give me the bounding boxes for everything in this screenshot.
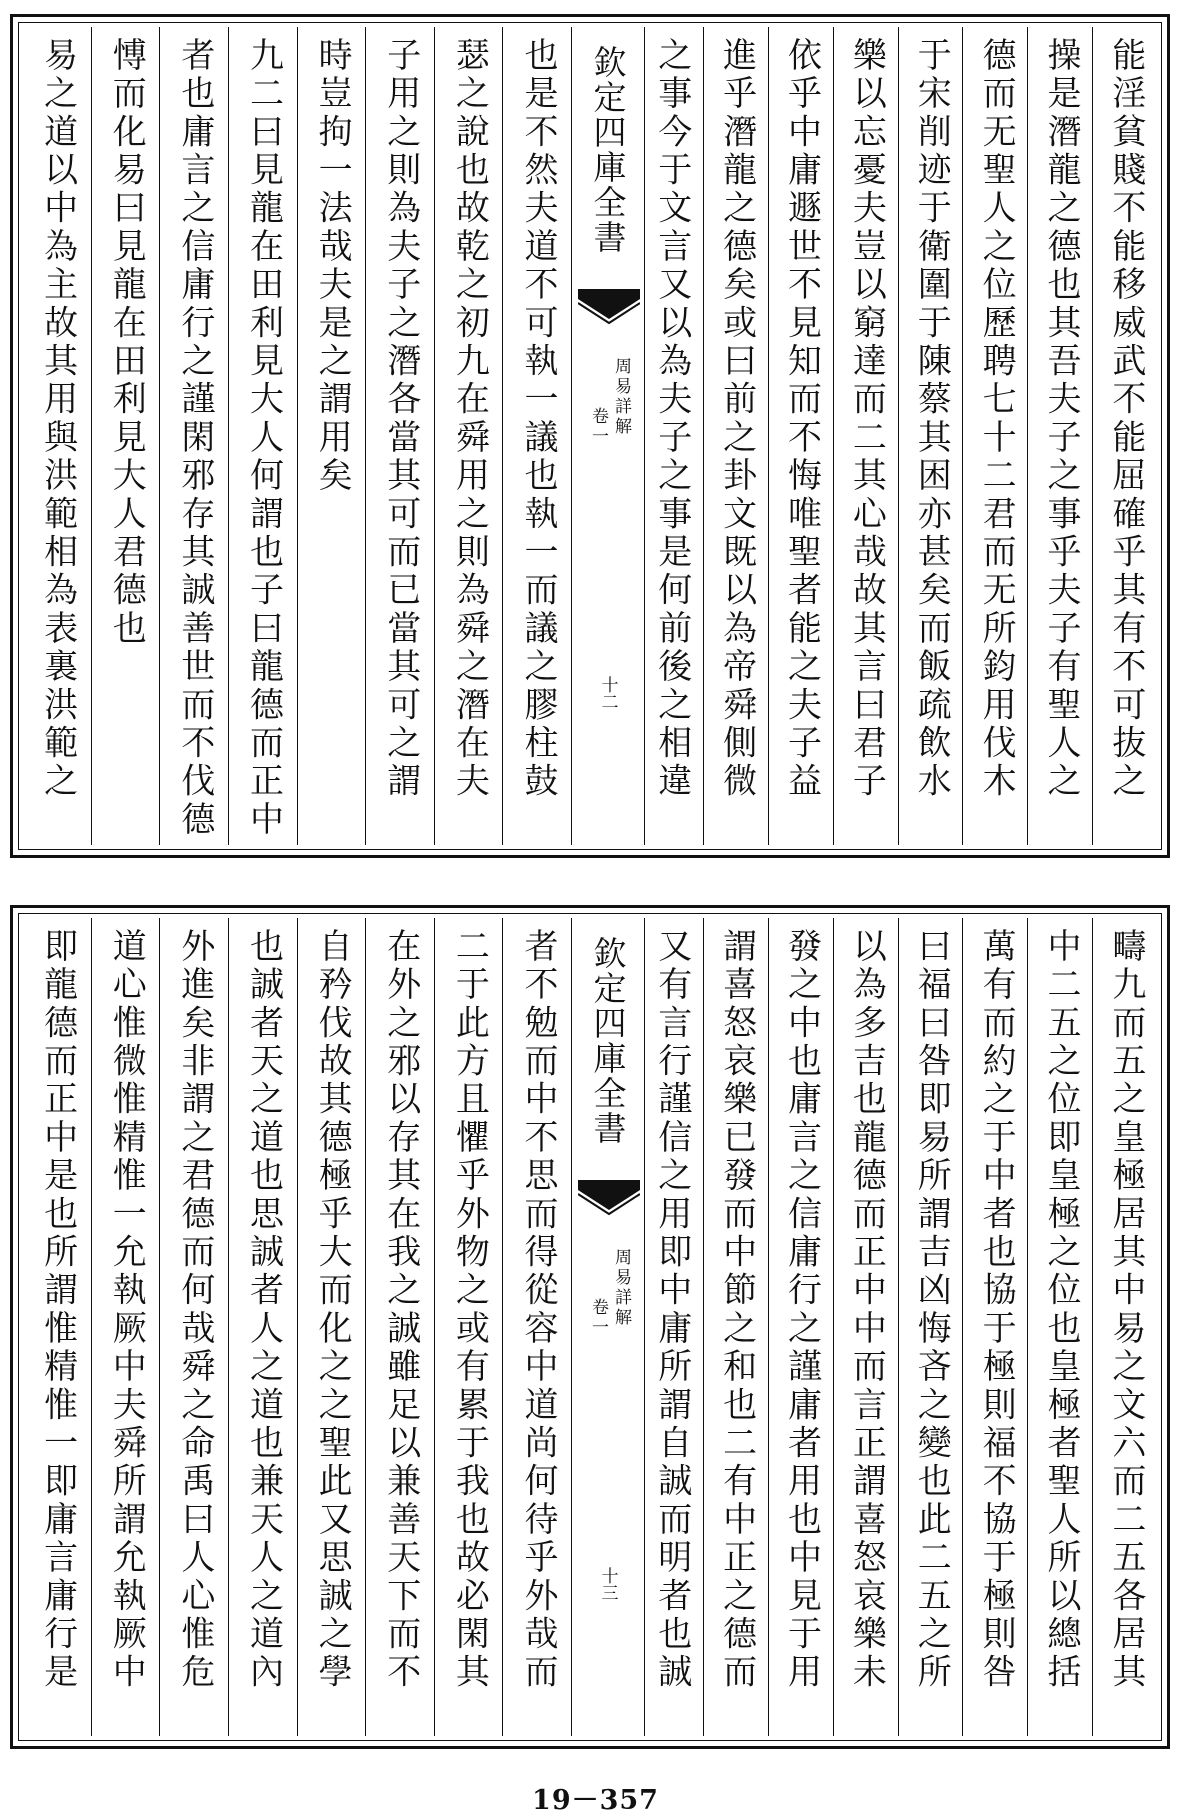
- column-text: 也是不然夫道不可執一議也執一而議之膠柱鼓: [518, 37, 559, 801]
- text-column: [1092, 27, 1157, 845]
- text-column: [365, 918, 434, 1736]
- page-number: 19－357: [532, 1785, 659, 1816]
- text-column: [1027, 27, 1092, 845]
- text-column: [1027, 918, 1092, 1736]
- text-column: [159, 918, 228, 1736]
- text-column: [434, 27, 503, 845]
- right-half-bottom: [639, 918, 1157, 1736]
- column-text: 又有言行謹信之用即中庸所謂自誠而明者也誠: [651, 928, 692, 1692]
- column-text: 外進矣非謂之君德而何哉舜之命禹曰人心惟危: [174, 928, 215, 1692]
- left-half-bottom: [23, 918, 571, 1736]
- column-text: 中二五之位即皇極之位也皇極者聖人所以總括: [1041, 928, 1082, 1692]
- left-half-top: [23, 27, 571, 845]
- text-column: [1092, 918, 1157, 1736]
- column-text: 德而无聖人之位歷聘七十二君而无所鈞用伐木: [976, 37, 1017, 801]
- text-column: [768, 918, 833, 1736]
- text-column: [639, 918, 703, 1736]
- column-text: 之事今于文言又以為夫子之事是何前後之相違: [651, 37, 692, 801]
- page-bottom: [10, 905, 1170, 1749]
- column-text: 在外之邪以存其在我之誠雖足以兼善天下而不: [380, 928, 421, 1692]
- text-column: [898, 27, 963, 845]
- column-text: 子用之則為夫子之潛各當其可而已當其可之謂: [380, 37, 421, 801]
- column-text: 者不勉而中不思而得從容中道尚何待乎外哉而: [518, 928, 559, 1692]
- text-column: [228, 918, 297, 1736]
- text-column: [159, 27, 228, 845]
- text-column: [297, 918, 366, 1736]
- center-fold: [571, 918, 645, 1736]
- text-column: [297, 27, 366, 845]
- column-text: 以為多吉也龍德而正中中而言正謂喜怒哀樂未: [846, 928, 887, 1692]
- column-text: 疇九而五之皇極居其中易之文六而二五各居其: [1105, 928, 1146, 1692]
- column-text: 樂以忘憂夫豈以窮達而二其心哉故其言曰君子: [846, 37, 887, 801]
- colophon-title: 欽定四庫全書: [588, 936, 628, 1146]
- book-title: 周易詳解: [611, 357, 631, 437]
- text-column: [91, 27, 160, 845]
- book-title: 周易詳解: [611, 1248, 631, 1328]
- column-text: 進乎潛龍之德矣或曰前之卦文既以為帝舜側微: [716, 37, 757, 801]
- column-text: 愽而化易曰見龍在田利見大人君德也: [106, 37, 147, 649]
- text-column: [962, 918, 1027, 1736]
- text-column: [23, 918, 91, 1736]
- text-column: [23, 27, 91, 845]
- column-text: 者也庸言之信庸行之謹閑邪存其誠善世而不伐德: [174, 37, 215, 840]
- text-column: [703, 27, 768, 845]
- text-column: [91, 918, 160, 1736]
- text-column: [228, 27, 297, 845]
- colophon-title: 欽定四庫全書: [588, 45, 628, 255]
- column-text: 九二曰見龍在田利見大人何謂也子曰龍德而正中: [243, 37, 284, 840]
- column-text: 時豈拘一法哉夫是之謂用矣: [312, 37, 353, 496]
- folio-number: 十二: [597, 676, 618, 710]
- center-fold: [571, 27, 645, 845]
- column-text: 謂喜怒哀樂已發而中節之和也二有中正之德而: [716, 928, 757, 1692]
- text-column: [502, 27, 571, 845]
- juan-label: 卷一: [588, 407, 608, 447]
- text-column: [833, 27, 898, 845]
- column-text: 易之道以中為主故其用與洪範相為表裏洪範之: [37, 37, 78, 801]
- folio-number: 十三: [597, 1567, 618, 1601]
- column-text: 能淫貧賤不能移威武不能屈確乎其有不可抜之: [1105, 37, 1146, 801]
- column-text: 依乎中庸遯世不見知而不悔唯聖者能之夫子益: [781, 37, 822, 801]
- text-column: [703, 918, 768, 1736]
- text-column: [962, 27, 1027, 845]
- column-text: 操是潛龍之德也其吾夫子之事乎夫子有聖人之: [1041, 37, 1082, 801]
- juan-label: 卷一: [588, 1298, 608, 1338]
- page-top: [10, 14, 1170, 858]
- text-column: [502, 918, 571, 1736]
- column-text: 自矜伐故其德極乎大而化之之聖此又思誠之學: [312, 928, 353, 1692]
- text-column: [898, 918, 963, 1736]
- column-text: 二于此方且懼乎外物之或有累于我也故必閑其: [449, 928, 490, 1692]
- column-text: 曰福曰咎即易所謂吉凶悔吝之變也此二五之所: [911, 928, 952, 1692]
- text-column: [768, 27, 833, 845]
- fishtail-mark-icon: [578, 289, 640, 329]
- fishtail-mark-icon: [578, 1180, 640, 1220]
- text-column: [833, 918, 898, 1736]
- column-text: 萬有而約之于中者也協于極則福不協于極則咎: [976, 928, 1017, 1692]
- column-text: 于宋削迹于衛圍于陳蔡其困亦甚矣而飯疏飲水: [911, 37, 952, 801]
- column-text: 發之中也庸言之信庸行之謹庸者用也中見于用: [781, 928, 822, 1692]
- column-text: 瑟之說也故乾之初九在舜用之則為舜之潛在夫: [449, 37, 490, 801]
- text-column: [434, 918, 503, 1736]
- right-half-top: [639, 27, 1157, 845]
- column-text: 也誠者天之道也思誠者人之道也兼天人之道內: [243, 928, 284, 1692]
- text-column: [365, 27, 434, 845]
- column-text: 道心惟微惟精惟一允執厥中夫舜所謂允執厥中: [106, 928, 147, 1692]
- column-text: 即龍德而正中是也所謂惟精惟一即庸言庸行是: [37, 928, 78, 1692]
- text-column: [639, 27, 703, 845]
